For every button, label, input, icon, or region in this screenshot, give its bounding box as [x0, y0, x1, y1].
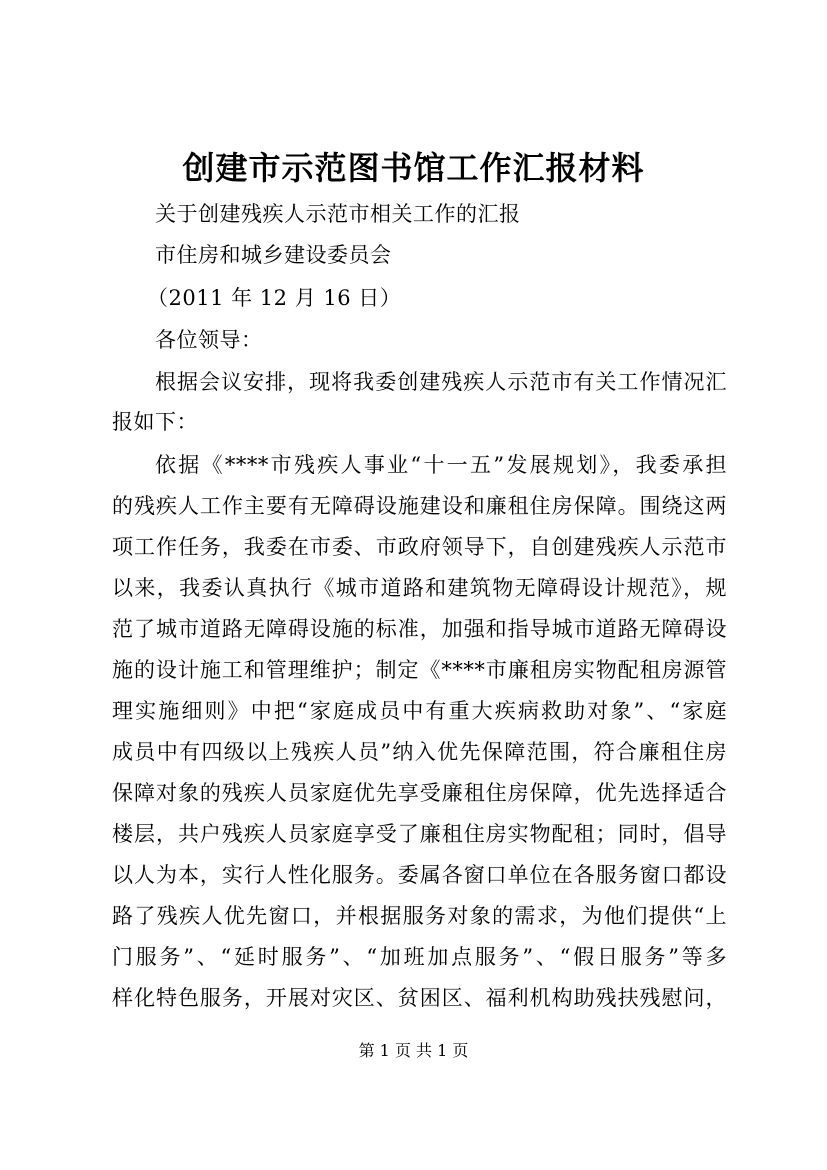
body-line: 成员中有四级以上残疾人员”纳入优先保障范围，符合廉租住房 — [112, 740, 727, 764]
body-line: 依据《****市残疾人事业“十一五”发展规划》，我委承担 — [155, 453, 727, 477]
page-footer: 第 1 页 共 1 页 — [358, 1041, 469, 1060]
document-date: （2011 年 12 月 16 日） — [147, 286, 402, 310]
intro-line-2: 报如下： — [112, 410, 198, 434]
salutation: 各位领导： — [155, 328, 263, 352]
body-line: 门服务”、“延时服务”、“加班加点服务”、“假日服务”等多 — [112, 945, 727, 969]
body-line: 项工作任务，我委在市委、市政府领导下，自创建残疾人示范市 — [112, 535, 727, 559]
body-line: 理实施细则》中把“家庭成员中有重大疾病救助对象”、“家庭 — [112, 699, 727, 723]
body-line: 样化特色服务，开展对灾区、贫困区、福利机构助残扶残慰问， — [112, 986, 727, 1010]
body-line: 路了残疾人优先窗口，并根据服务对象的需求，为他们提供“上 — [112, 904, 727, 928]
document-author: 市住房和城乡建设委员会 — [155, 243, 392, 267]
intro-line-1: 根据会议安排，现将我委创建残疾人示范市有关工作情况汇 — [155, 370, 727, 394]
body-line: 以来，我委认真执行《城市道路和建筑物无障碍设计规范》，规 — [112, 576, 727, 600]
body-line: 施的设计施工和管理维护；制定《****市廉租房实物配租房源管 — [112, 658, 727, 682]
body-line: 范了城市道路无障碍设施的标准，加强和指导城市道路无障碍设 — [112, 617, 727, 641]
body-line: 的残疾人工作主要有无障碍设施建设和廉租住房保障。围绕这两 — [112, 494, 727, 518]
body-line: 楼层，共户残疾人员家庭享受了廉租住房实物配租；同时，倡导 — [112, 822, 727, 846]
body-line: 保障对象的残疾人员家庭优先享受廉租住房保障，优先选择适合 — [112, 781, 727, 805]
document-subtitle: 关于创建残疾人示范市相关工作的汇报 — [155, 202, 521, 226]
document-title: 创建市示范图书馆工作汇报材料 — [182, 149, 645, 187]
body-line: 以人为本，实行人性化服务。委属各窗口单位在各服务窗口都设 — [112, 863, 727, 887]
